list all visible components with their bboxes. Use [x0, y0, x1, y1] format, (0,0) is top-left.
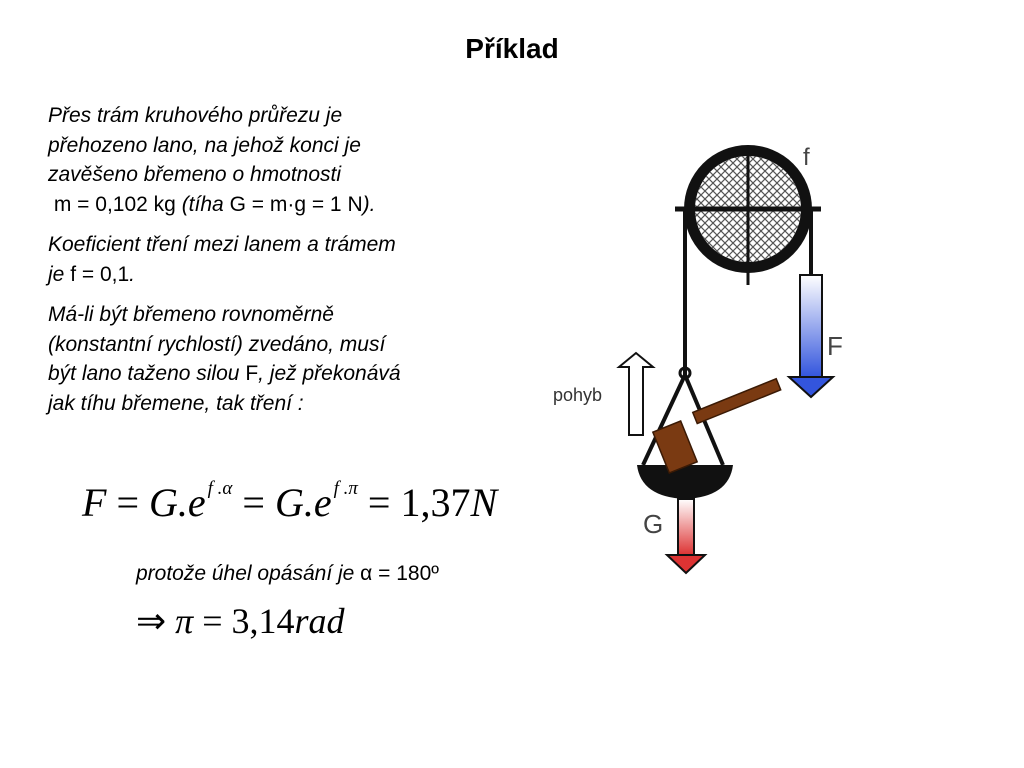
pulley-diagram — [545, 135, 855, 585]
text-line: jak tíhu břemene, tak tření : — [48, 391, 304, 415]
eq-exponent-pi: f .π — [333, 478, 358, 499]
angle-value: α = 180º — [360, 562, 439, 585]
force-symbol: F — [245, 362, 259, 385]
eq-Ge: G.e — [149, 480, 206, 525]
pi-value: 3,14 — [231, 601, 295, 641]
eq-unit: N — [470, 480, 498, 525]
page-title: Příklad — [465, 33, 559, 64]
eq-sign: = — [367, 480, 391, 525]
weight-pan — [637, 465, 733, 499]
text-line: zavěšeno břemeno o hmotnosti — [48, 163, 342, 186]
label-F: F — [827, 331, 843, 361]
beam-cross-section — [675, 145, 821, 285]
label-motion: pohyb — [553, 385, 603, 405]
pi-symbol: π — [175, 601, 194, 641]
weight-word: (tíha — [181, 192, 224, 216]
weight-close: ). — [362, 192, 376, 216]
eq-sign: = — [202, 601, 223, 641]
pi-unit: rad — [294, 601, 345, 641]
text-je: je — [48, 262, 65, 286]
text-line: být lano taženo silou — [48, 362, 240, 385]
mass-value: m = 0,102 kg — [53, 192, 176, 216]
text-line: přehozeno lano, na jehož konci je — [48, 133, 361, 157]
capstan-equation — [82, 478, 497, 526]
text-line: Koeficient tření mezi lanem a trámem — [48, 233, 396, 256]
label-G: G — [643, 509, 664, 539]
problem-paragraph-3 — [48, 300, 488, 418]
text-line: (konstantní rychlostí) zvedáno, musí — [48, 332, 386, 356]
eq-exponent-alpha: f .α — [207, 478, 233, 499]
eq-F: F — [82, 480, 107, 525]
eq-sign: = — [116, 480, 139, 525]
weight-G-arrow — [667, 499, 705, 573]
angle-note — [136, 562, 439, 586]
text-dot: . — [129, 262, 136, 286]
eq-sign: = — [242, 480, 265, 525]
problem-paragraph-2 — [48, 230, 488, 289]
implies-symbol: ⇒ — [136, 601, 167, 641]
weight-formula: G = m·g = 1 N — [229, 192, 363, 216]
label-f: f — [803, 144, 810, 171]
friction-coefficient: f = 0,1 — [70, 262, 130, 286]
problem-paragraph-1 — [48, 101, 488, 219]
note-text: protože úhel opásání je — [136, 562, 355, 585]
text-line: Přes trám kruhového průřezu je — [48, 104, 343, 127]
motion-arrow — [619, 353, 653, 435]
eq-Ge: G.e — [274, 480, 332, 525]
eq-result: 1,37 — [400, 480, 471, 525]
text-line: Má-li být břemeno rovnoměrně — [48, 303, 334, 326]
hammer-icon — [653, 379, 781, 473]
pi-equation — [136, 600, 345, 642]
text-line: , jež překonává — [258, 362, 401, 385]
